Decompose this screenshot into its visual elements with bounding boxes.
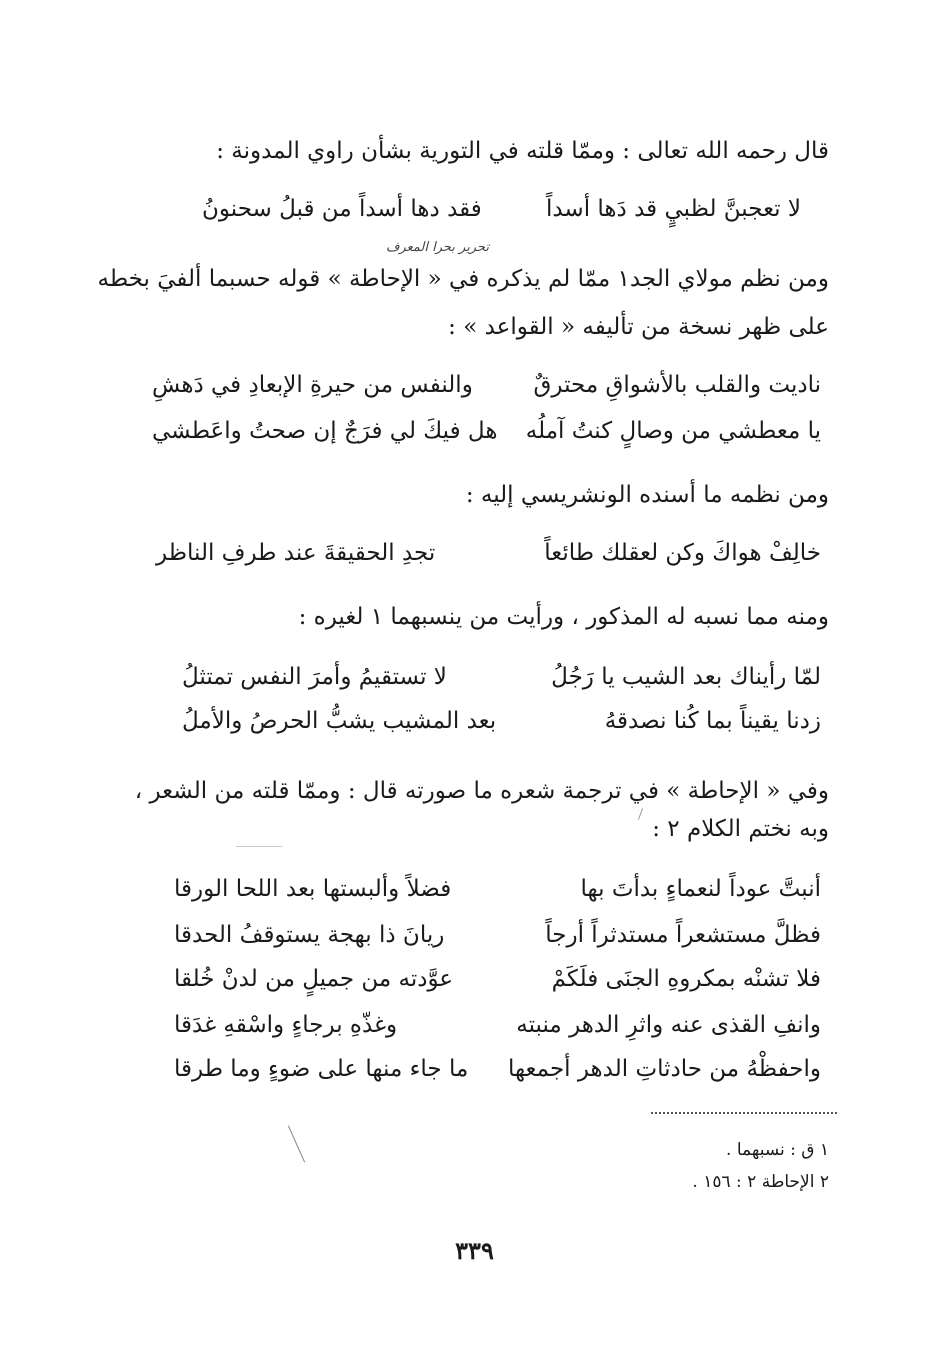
verse-1 <box>110 196 829 230</box>
verse-5-2-first-hemistich: فظلَّ مستشعراً مستدثراً أرجاً <box>545 922 821 948</box>
prose-4: ومنه مما نسبه له المذكور ، ورأيت من ينسبهما ١ لغيره : <box>298 604 829 630</box>
verse-4-2-second-hemistich: بعد المشيب يشبُّ الحرصُ والأملُ <box>182 708 497 734</box>
verse-1-first-hemistich: لا تعجبنَّ لظبيٍ قد دَها أسداً <box>545 196 801 222</box>
verse-2-2-first-hemistich: يا معطشي من وصالٍ كنتُ آملُه <box>525 418 821 444</box>
verse-5-5-second-hemistich: ما جاء منها على ضوءٍ وما طرقا <box>174 1056 469 1082</box>
verse-2-1-first-hemistich: ناديت والقلب بالأشواقِ محترقٌ <box>533 372 821 398</box>
prose-5-line-1: وفي « الإحاطة » في ترجمة شعره ما صورته قال : وممّا قلته من الشعر ، <box>134 778 829 804</box>
verse-5-1-first-hemistich: أنبتَّ عوداً لنعماءٍ بدأتَ بها <box>580 876 821 902</box>
verse-5-5 <box>110 1056 829 1090</box>
intro-line: قال رحمه الله تعالى : وممّا قلته في التورية بشأن راوي المدونة : <box>216 138 829 164</box>
handwritten-margin-note: تحرير بحرا المعرف <box>385 240 489 255</box>
prose-2-line-1: ومن نظم مولاي الجد١ ممّا لم يذكره في « الإحاطة » قوله حسبما ألفيَ بخطه <box>97 266 829 292</box>
footnote-2: ٢ الإحاطة ٢ : ١٥٦ . <box>692 1172 829 1192</box>
stray-pen-mark <box>288 1126 305 1163</box>
faint-scan-mark <box>236 846 282 847</box>
verse-5-3-first-hemistich: فلا تشنْه بمكروهِ الجنَى فلَكَمْ <box>551 966 821 992</box>
verse-5-2-second-hemistich: ريانَ ذا بهجة يستوقفُ الحدقا <box>174 922 445 948</box>
verse-4-1-first-hemistich: لمّا رأيناك بعد الشيب يا رَجُلُ <box>551 664 821 690</box>
verse-2-1 <box>110 372 829 406</box>
verse-5-4 <box>110 1012 829 1046</box>
verse-1-second-hemistich: فقد دها أسداً من قبلُ سحنونُ <box>202 196 482 222</box>
verse-5-5-first-hemistich: واحفظْهُ من حادثاتِ الدهر أجمعها <box>507 1056 821 1082</box>
verse-2-2-second-hemistich: هل فيكَ لي فرَجٌ إن صحتُ واعَطشي <box>152 418 498 444</box>
verse-5-1-second-hemistich: فضلاً وألبستها بعد اللحا الورقا <box>174 876 452 902</box>
prose-2-line-2: على ظهر نسخة من تأليفه « القواعد » : <box>448 314 829 340</box>
stray-pen-tick <box>638 808 643 820</box>
footnote-separator <box>651 1112 837 1114</box>
verse-3-first-hemistich: خالِفْ هواكَ وكن لعقلك طائعاً <box>544 540 821 566</box>
page-number: ٣٣٩ <box>455 1236 494 1265</box>
verse-5-4-second-hemistich: وغذّهِ برجاءٍ واسْقهِ غدَقا <box>174 1012 398 1038</box>
footnote-1: ١ ق : نسبهما . <box>726 1140 829 1160</box>
verse-4-2-first-hemistich: زدنا يقيناً بما كُنا نصدقهُ <box>604 708 821 734</box>
verse-2-1-second-hemistich: والنفس من حيرةِ الإبعادِ في دَهشِ <box>152 372 473 398</box>
verse-3-second-hemistich: تجدِ الحقيقةَ عند طرفِ الناظر <box>156 540 436 566</box>
verse-5-3-second-hemistich: عوَّدته من جميلٍ من لدنْ خُلقا <box>174 966 454 992</box>
verse-4-1 <box>110 664 829 698</box>
verse-2-2 <box>110 418 829 452</box>
verse-4-1-second-hemistich: لا تستقيمُ وأمرَ النفس تمتثلُ <box>182 664 447 690</box>
verse-5-2 <box>110 922 829 956</box>
verse-5-1 <box>110 876 829 910</box>
verse-5-4-first-hemistich: وانفِ القذى عنه واثرِ الدهر منبته <box>516 1012 821 1038</box>
prose-3: ومن نظمه ما أسنده الونشريسي إليه : <box>465 482 829 508</box>
verse-3 <box>110 540 829 574</box>
prose-5-line-2: وبه نختم الكلام ٢ : <box>652 816 829 842</box>
verse-4-2 <box>110 708 829 742</box>
verse-5-3 <box>110 966 829 1000</box>
